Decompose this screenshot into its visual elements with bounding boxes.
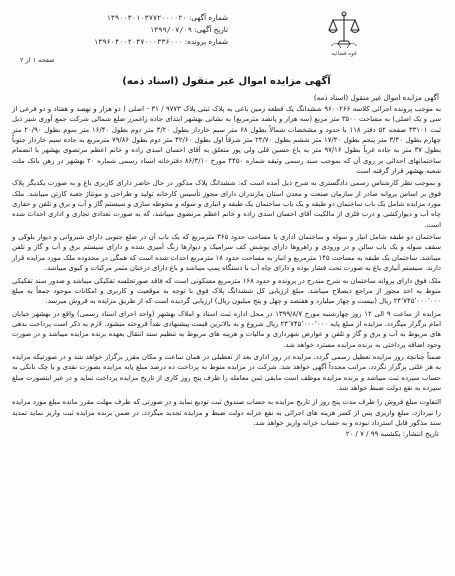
notice-number-label: شماره آگهی: [188,13,228,22]
body-paragraph: ملک فوق دارای پروانه ساختمان به شرح مندرج در پرونده و حدود ۱۶۸ مترمربع مسکونی است که فاقد صورتجلسه تفکیکی میباشد و صدور سند تفکیکی منوط به اخذ مجوز از مراجع ذیصلاح میباشد. مبلغ ارزیابی کل ششدانگ پلاک فوق با توجه به موقعیت و کاربری و امکانات موجود جمعاً به مبلغ ۲۴٬۷۴۵٬۰۰۰٬۰۰۰ ریال (بیست و چهار میلیارد و هفتصد و چهل و پنج میلیون ریال) ارزیابی گردیده است که از طریق مزایده به فروش میرسد. [12,276,441,306]
notice-date-label: تاریخ آگهی: [194,25,228,34]
body-paragraph: و بموجب نظر کارشناس رسمی دادگستری به شرح ذیل آمده است که: ششدانگ پلاک مذکور در حال حاضر دارای کاربری باغ و به صورت یکدیگر پلاک فوق بر اساس پروانه صادر از سازمان صنعت و معدن استان مازندران دارای مجوز تأسیس کارخانه تولید و طراحی و مونتاژ جعبه کارتن میباشد. ملک مورد مزایده شامل یک باب ساختمان دو طبقه و یک باب ساختمان یک طبقه و انباری و سوله و محوطه سازی و سیستم گاز و آب و برق و تلفن و حفاری چاه آب و دیوارکشی و درب فلزی از مالکیت آقای احسان اسدی زاده و خانم اعظم مرتضوی میباشد، که به صورت تعدادی تجاری و اداری احداث شده است. [12,179,441,229]
notice-meta [18,12,228,48]
notice-number-row [18,12,228,24]
header [10,8,443,70]
notice-date: ۱۳۹۹/۰۷/۰۹ [149,26,192,34]
body-paragraph: مزایده از ساعت ۹ الی ۱۲ روز چهارشنبه مورخ ۱۳۹۹/۸/۷ در محل اداره ثبت اسناد و املاک بهشهر (واحد اجرای اسناد رسمی) واقع در بهشهر خیابان امام برگزار میگردد. مزایده از مبلغ پایه ۲۴٬۷۴۵٬۰۰۰٬۰۰۰ ریال شروع و به بالاترین قیمت پیشنهادی نقداً فروخته میشود. لازم به ذکر است پرداخت بدهی های مربوط به آب و برق و گاز و تلفن و عوارض شهرداری و مالیات و هزینه های مربوط به تنظیم سند انتقال بعهده برنده مزایده میباشد و در صورت وجود اضافه پرداختی به برنده مزایده مسترد خواهد شد. [12,309,442,349]
publish-date-label: تاریخ انتشار: یکشنبه [380,430,439,439]
emblem-caption: قوه قضائیه [331,51,357,57]
body-paragraph: ضمناً چنانچه روز مزایده تعطیل رسمی گردد، مزایده در روز اداری بعد از تعطیلی در همان ساعت و مکان مقرر برگزار خواهد شد و در صورتیکه مزایده به هر علتی برگزار نگردد، مراتب مجدداً آگهی خواهد شد. شرکت در مزایده منوط به پرداخت ده درصد مبلغ پایه مزایده بصورت نقدی و یا چک بانکی به حساب سپرده ثبت میباشد و برنده مزایده موظف است مابقی ثمن معامله را ظرف پنج روز کاری از تاریخ مزایده پرداخت نماید و در غیر اینصورت مبلغ سپرده به نفع دولت ضبط خواهد شد. [12,352,441,392]
body-paragraph: به موجب پرونده اجرائی کلاسه ۹۶۰۰۲۶۶ ششدانگ یک قطعه زمین باغی به پلاک ثبتی پلاک ۹۷۷۳ / ۳۱ - اصلی ( دو هزار و نهصد و هفتاد و دو فرعی از سی و یک اصلی) به مساحت ۳۵۰۰ متر مربع (سه هزار و پانصد مترمربع) به نشانی بهشهر ابتدای جاده زاغمرز ضلع شمالی شرکت جمع آوری شیر ذیل ثبت ۳۳۱۰۱ صفحه ۵۲ دفتر ۱۱۸ با حدود و مشخصات شمالاً بطول ۶۸ متر سیم خاردار بطول ۳/۲۰ متر دوم بطول ۱۶/۴۰ متر سوم بطول ۲۰/۹۰ متر چهارم بطول ۳/۴۰ متر پنجم بطول ۱۷/۳۰ متر ششم بطول ۲۴/۷۰ متر شرقاً اول بطول ۴۲/۶۰ متر دوم بطول ۷۹/۸۶ مترمربع به جاده سیم خاردار جنوباً بطول ۳۷ متر به جاده غرباً بطول ۹۷/۱۶ متر به باغ حسین قلی ولی پور متعلق به آقای احسان اسدی زاده و خانم اعظم مرتضوی بهشهر با انضمام ساختمانهای احداثی بر روی آن که بموجب سند رسمی وثیقه شماره ۴۴۵۰ مورخ ۸۶/۳/۱۰ دفترخانه اسناد رسمی شماره ۲۰ بهشهر در رهن بانک ملت شعبه بهشهر قرار گرفته است [12,105,442,176]
page-number: صفحه ۱ از ۲ [20,56,55,64]
case-number-label: شماره پرونده: [184,37,228,46]
body-paragraph: ساختمان دو طبقه شامل انبار و سوله و ساختمان اداری با مساحت حدود ۳۶۵ مترمربع که یک باب آن در ضلع جنوبی دارای شیروانی و دیوار بلوکی و سقف سوله و یک باب سالن و در ورودی و راهروها دارای پوشش کف سرامیک و دیوارها رنگ آمیزی شده و دارای سیستم برق و آب و گاز و تلفن میباشد. ساختمان یک طبقه به مساحت ۱۴۵ مترمربع و انبار به مساحت حدود ۱۸ مترمربع احداث شده است که همگی در محدوده ملک مورد مزایده قرار دارند. سیستم آبیاری باغ به صورت تحت فشار بوده و دارای چاه آب با دستگاه پمپ میباشد و باغ دارای درختان مثمر مرکبات و کیوی میباشد. [11,233,441,273]
notice-title: آگهی مزایده اموال غیر منقول (اسناد ذمه) [122,76,331,87]
scales-emblem-icon [327,10,361,50]
judiciary-emblem [313,10,375,58]
notice-number: ۱۳۹۰۰۳۰۱۰۳۷۷۲۰۰۰۰۲۰ [106,14,187,22]
case-number-row [18,36,228,48]
closing-paragraph: التفاوت مبلغ فروش را ظرف مدت پنج روز از تاریخ مزایده به حساب صندوق ثبت تودیع نماید و در صورتی که ظرف مهلت مقرر مانده مبلغ مورد مزایده را نپردازد، مبلغ واریزی پس از کسر هزینه های اجرائی به نفع خزانه دولت ضبط و مزایده تجدید میگردد، در ضمن برنده مزایده ثبت واریز نماید تمدید سند مذکور قابل استرداد نبوده و به حساب خزانه واریز خواهد شد. [12,398,441,427]
case-number: ۱۳۹۶۰۴۰۰۲۰۳۷۰۰۰۳۳۶۰۰۰ [93,38,183,46]
notice-date-row [18,24,228,36]
notice-body [12,104,441,393]
notice-opening: آگهی مزایده اموال غیر منقول (اسناد ذمه) [313,93,439,102]
publish-date: ۹۹ / ۷ / ۲۰ [345,430,379,439]
publish-date-line [10,430,439,438]
